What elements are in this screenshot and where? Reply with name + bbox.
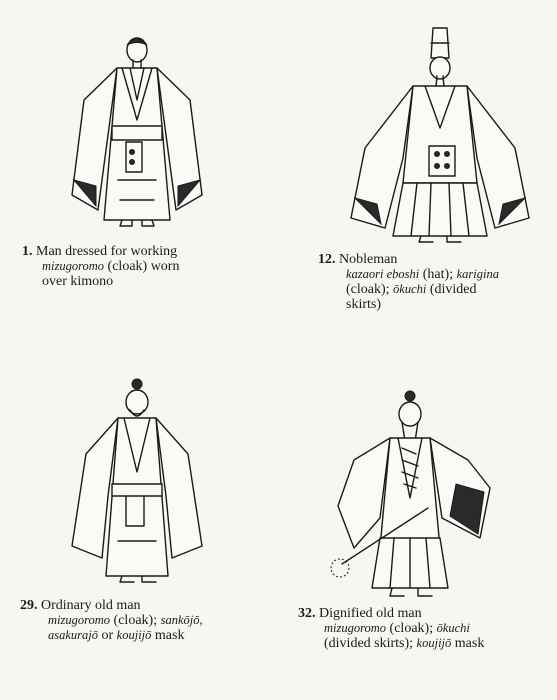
figure-29-desc-mask: mask <box>151 628 185 643</box>
figure-32-desc-cloak: (cloak); <box>386 621 437 636</box>
figure-12-line4: skirts) <box>346 297 381 312</box>
figure-29-desc-cloak: (cloak); <box>110 613 161 628</box>
figure-29-term-mask1: sankōjō, <box>160 613 203 627</box>
figure-1-term: mizugoromo <box>42 259 105 273</box>
figure-12-number: 12. <box>318 252 336 267</box>
figure-32-caption <box>298 606 548 651</box>
figure-29-term-mask3: koujijō <box>116 628 152 642</box>
figure-29-term-mask2: asakurajō <box>48 628 98 642</box>
figure-12-term-cloak: karigina <box>456 267 499 281</box>
figure-12-desc-skirts: (divided <box>426 282 477 297</box>
figure-29-title: Ordinary old man <box>41 598 141 613</box>
figure-1-title: Man dressed for working <box>36 244 178 259</box>
figure-32-term-cloak: mizugoromo <box>324 621 387 635</box>
figure-32-title: Dignified old man <box>319 606 422 621</box>
figure-29-desc-or: or <box>98 628 117 643</box>
figure-1-desc: (cloak) worn <box>104 259 180 274</box>
figure-12-title: Nobleman <box>339 252 398 267</box>
figure-29-number: 29. <box>20 598 38 613</box>
figure-29-term-cloak: mizugoromo <box>48 613 111 627</box>
figure-12-term-skirts: ōkuchi <box>393 282 427 296</box>
figure-32-term-skirts: ōkuchi <box>436 621 470 635</box>
figure-32-number: 32. <box>298 606 316 621</box>
figure-12-desc-hat: (hat); <box>419 267 457 282</box>
figure-32-desc-mask: mask <box>451 636 485 651</box>
figure-12-caption <box>318 252 548 312</box>
figure-12-desc-cloak: (cloak); <box>346 282 394 297</box>
figure-1-number: 1. <box>22 244 33 259</box>
figure-1-line3: over kimono <box>42 274 114 289</box>
figure-1-illustration <box>62 30 212 230</box>
figure-32-term-mask: koujijō <box>416 636 452 650</box>
figure-29-illustration <box>62 376 212 586</box>
figure-29-caption <box>20 598 260 643</box>
figure-32-illustration <box>318 388 518 600</box>
figure-32-desc-skirts: (divided skirts); <box>324 636 417 651</box>
figure-1-caption <box>22 244 252 289</box>
figure-12-term-hat: kazaori eboshi <box>346 267 420 281</box>
figure-12-illustration <box>345 18 535 243</box>
